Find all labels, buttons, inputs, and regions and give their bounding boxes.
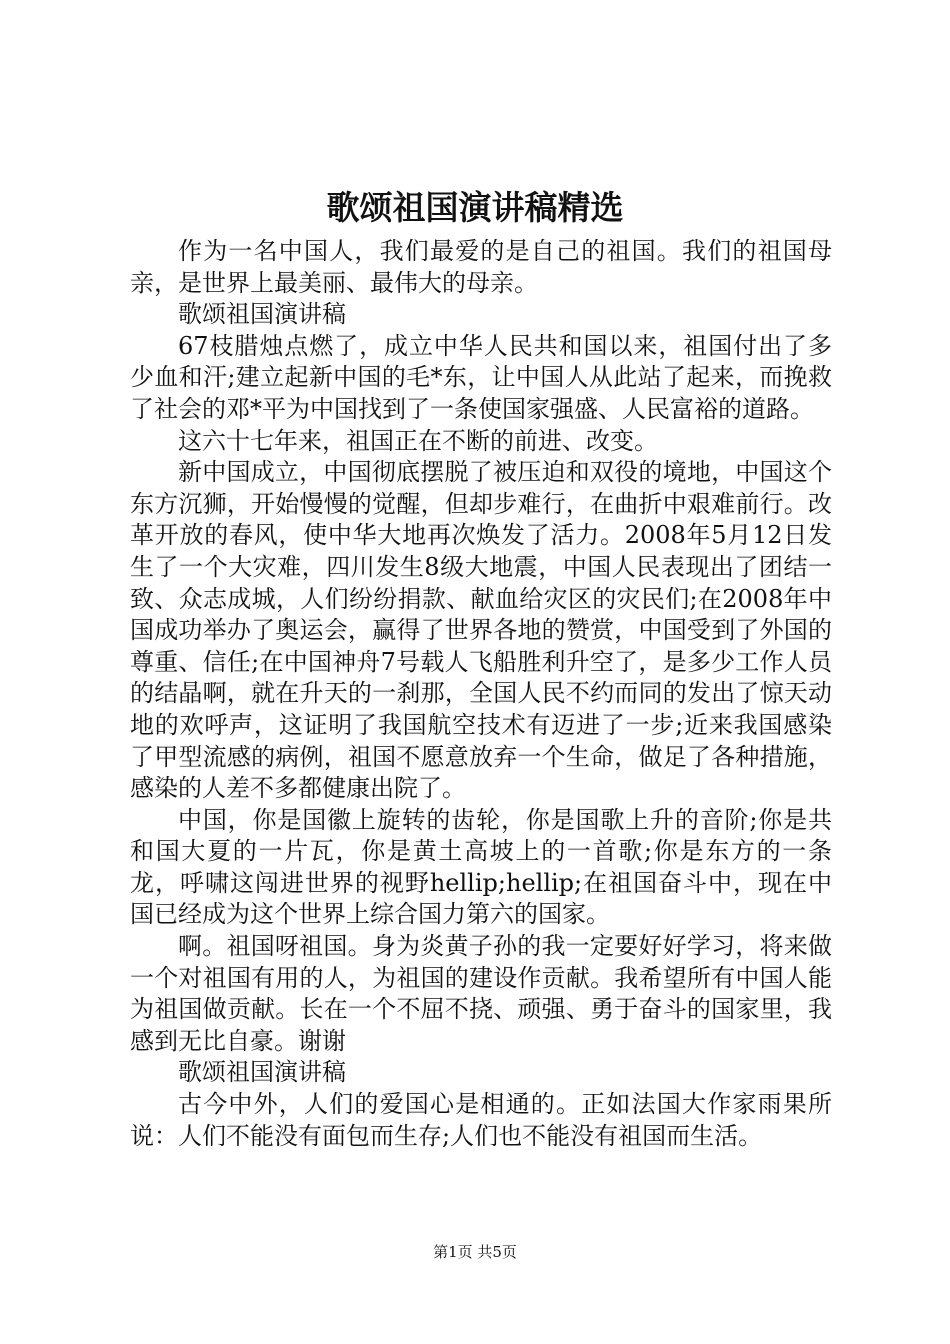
section-heading: 歌颂祖国演讲稿 [178,1058,346,1087]
document-body [130,236,832,1152]
paragraph: 新中国成立，中国彻底摆脱了被压迫和双役的境地，中国这个东方沉狮，开始慢慢的觉醒，但却步难行，在曲折中艰难前行。改革开放的春风，使中华大地再次焕发了活力。2008年5月12日发生了一个大灾难，四川发生8级大地震，中国人民表现出了团结一致、众志成城，人们纷纷捐款、献血给灾区的灾民们;在2008年中国成功举办了奥运会，赢得了世界各地的赞赏，中国受到了外国的尊重、信任;在中国神舟7号载人飞船胜利升空了，是多少工作人员的结晶啊，就在升天的一刹那，全国人民不约而同的发出了惊天动地的欢呼声，这证明了我国航空技术有迈进了一步;近来我国感染了甲型流感的病例，祖国不愿意放弃一个生命，做足了各种措施，感染的人差不多都健康出院了。 [130,458,832,803]
page-footer: 第1页 共5页 [433,1243,517,1261]
paragraph: 啊。祖国呀祖国。身为炎黄子孙的我一定要好好学习，将来做一个对祖国有用的人，为祖国的建设作贡献。我希望所有中国人能为祖国做贡献。长在一个不屈不挠、顽强、勇于奋斗的国家里，我感到无比自豪。谢谢 [130,932,832,1055]
paragraph: 67枝腊烛点燃了，成立中华人民共和国以来，祖国付出了多少血和汗;建立起新中国的毛*东，让中国人从此站了起来，而挽救了社会的邓*平为中国找到了一条使国家强盛、人民富裕的道路。 [130,331,832,423]
document-title: 歌颂祖国演讲稿精选 [326,188,624,227]
section-heading: 歌颂祖国演讲稿 [178,300,346,329]
paragraph: 古今中外，人们的爱国心是相通的。正如法国大作家雨果所说：人们不能没有面包而生存;人们也不能没有祖国而生活。 [130,1090,832,1150]
paragraph: 作为一名中国人，我们最爱的是自己的祖国。我们的祖国母亲，是世界上最美丽、最伟大的母亲。 [130,237,832,297]
paragraph: 中国，你是国徽上旋转的齿轮，你是国歌上升的音阶;你是共和国大夏的一片瓦，你是黄土高坡上的一首歌;你是东方的一条龙，呼啸这闯进世界的视野hellip;hellip;在祖国奋斗中，现在中国已经成为这个世界上综合国力第六的国家。 [130,805,832,929]
paragraph: 这六十七年来，祖国正在不断的前进、改变。 [178,426,658,455]
